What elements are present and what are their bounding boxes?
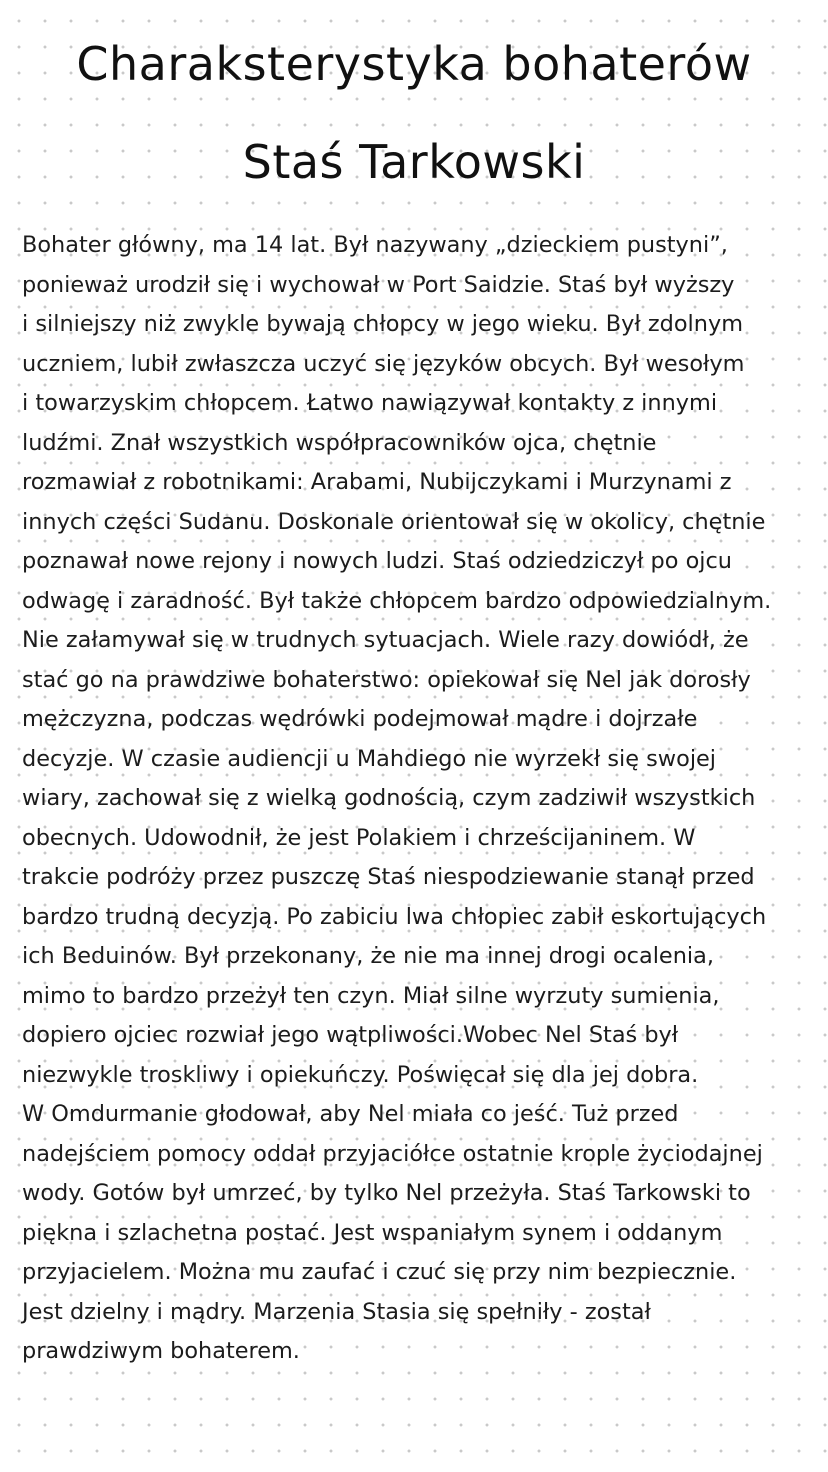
text-line: wody. Gotów był umrzeć, by tylko Nel przeżyła. Staś Tarkowski to [22,1180,751,1206]
text-line: i silniejszy niż zwykle bywają chłopcy w jego wieku. Był zdolnym [22,311,744,337]
text-line: bardzo trudną decyzją. Po zabiciu lwa chłopiec zabił eskortujących [22,903,767,930]
text-line: dopiero ojciec rozwiał jego wątpliwości.Wobec Nel Staś był [22,1022,679,1048]
text-line: i towarzyskim chłopcem. Łatwo nawiązywał kontakty z innymi [22,390,718,416]
text-line: ludźmi. Znał wszystkich współpracowników ojca, chętnie [22,429,657,456]
text-line: Nie załamywał się w trudnych sytuacjach. Wiele razy dowiódł, że [22,627,749,653]
text-line: rozmawiał z robotnikami: Arabami, Nubijczykami i Murzynami z [22,469,732,495]
text-line: niezwykle troskliwy i opiekuńczy. Poświęcał się dla jej dobra. [22,1061,699,1088]
text-line: wiary, zachował się z wielką godnością, czym zadziwił wszystkich [22,785,756,811]
page-title: Charaksterystyka bohaterów [76,37,752,91]
text-line: piękna i szlachetna postać. Jest wspaniałym synem i oddanym [22,1219,723,1246]
text-line: poznawał nowe rejony i nowych ludzi. Staś odziedziczył po ojcu [22,548,732,574]
text-line: decyzje. W czasie audiencji u Mahdiego nie wyrzekł się swojej [22,745,717,772]
text-line: innych części Sudanu. Doskonale orientował się w okolicy, chętnie [22,508,766,535]
text-line: trakcie podróży przez puszczę Staś niespodziewanie stanął przed [22,864,755,890]
text-line: ponieważ urodził się i wychował w Port Saidzie. Staś był wyższy [22,271,735,298]
text-line: stać go na prawdziwe bohaterstwo: opiekował się Nel jak dorosły [22,666,751,693]
text-line: ich Beduinów. Był przekonany, że nie ma innej drogi ocalenia, [22,943,714,969]
text-line: uczniem, lubił zwłaszcza uczyć się języków obcych. Był wesołym [22,350,745,377]
text-line: prawdziwym bohaterem. [22,1338,300,1364]
text-line: mężczyzna, podczas wędrówki podejmował mądre i dojrzałe [22,706,698,732]
character-description [22,226,812,1372]
text-line: Jest dzielny i mądry. Marzenia Stasia się spełniły - został [22,1298,651,1325]
text-line: mimo to bardzo przeżył ten czyn. Miał silne wyrzuty sumienia, [22,982,720,1009]
text-line: nadejściem pomocy oddał przyjaciółce ostatnie krople życiodajnej [22,1140,763,1167]
character-name-heading: Staś Tarkowski [242,135,586,189]
text-line: odwagę i zaradność. Był także chłopcem bardzo odpowiedzialnym. [22,587,772,614]
text-line: W Omdurmanie głodował, aby Nel miała co jeść. Tuż przed [22,1101,679,1127]
text-line: przyjacielem. Można mu zaufać i czuć się przy nim bezpiecznie. [22,1259,737,1285]
text-line: Bohater główny, ma 14 lat. Był nazywany „dzieckiem pustyni”, [22,232,728,258]
text-line: obecnych. Udowodnił, że jest Polakiem i chrześcijaninem. W [22,824,696,851]
